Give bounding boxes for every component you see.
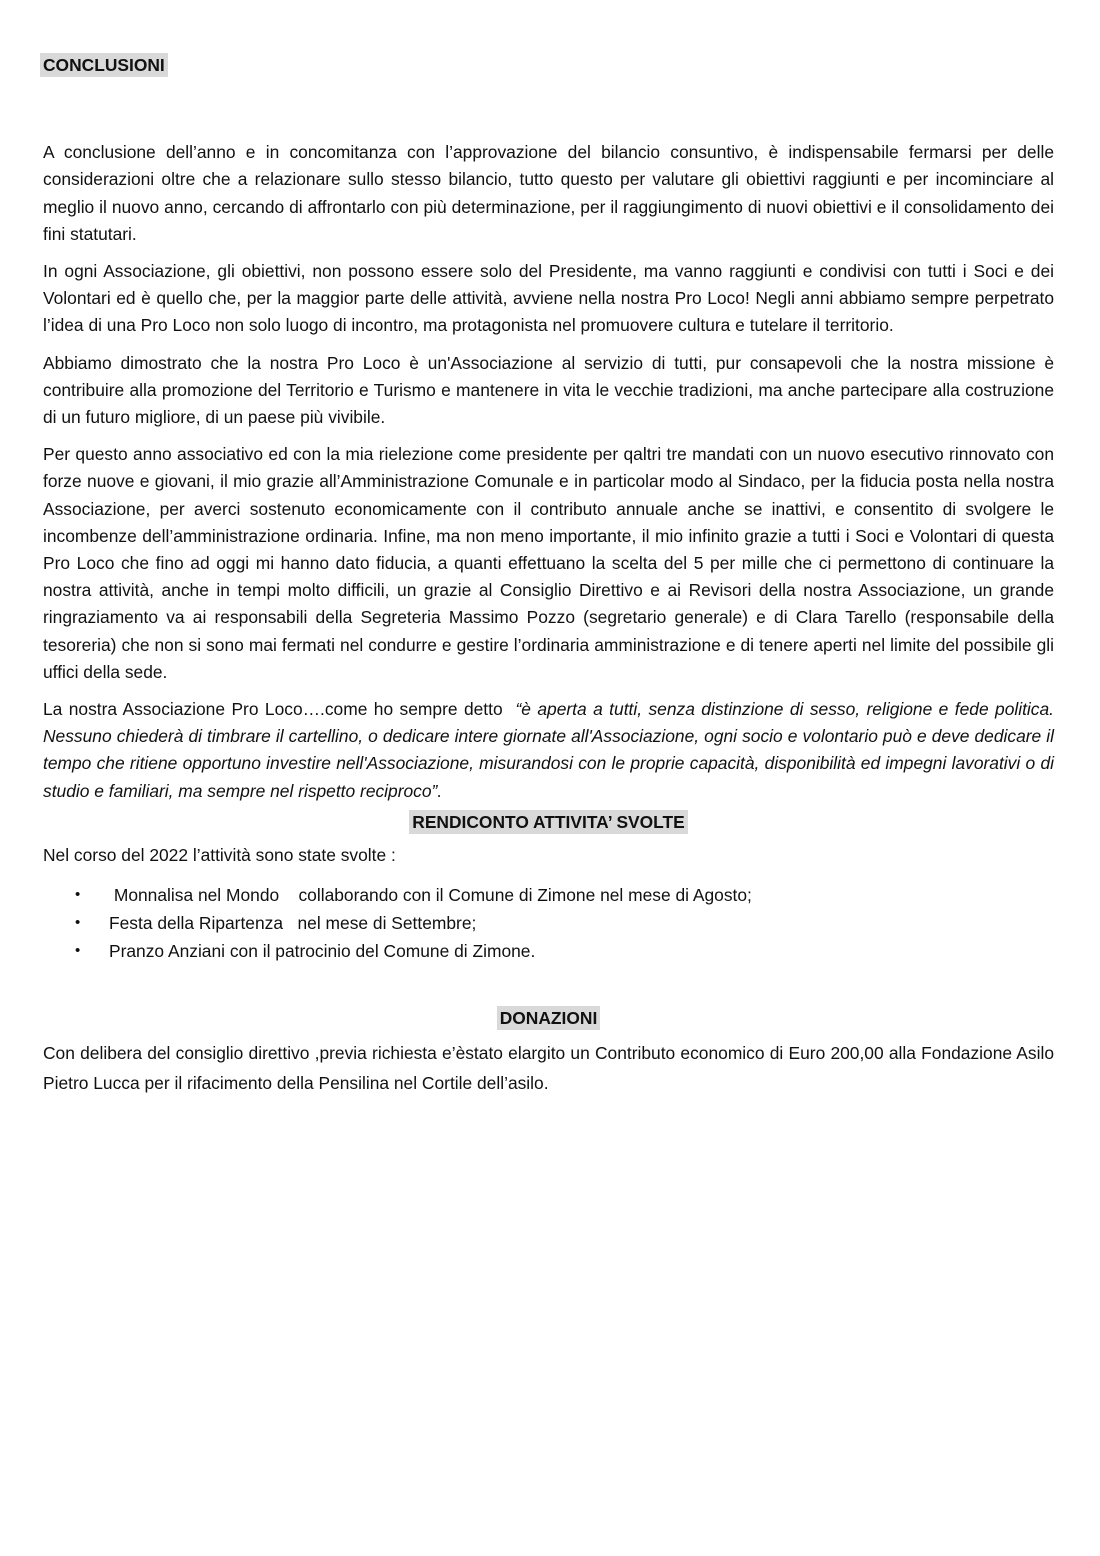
quote-intro: La nostra Associazione Pro Loco….come ho sempre detto (43, 699, 516, 720)
donazioni-heading-wrap (43, 1005, 1054, 1032)
conclusioni-paragraph-3: Abbiamo dimostrato che la nostra Pro Loco è un'Associazione al servizio di tutti, pur consapevoli che la nostra missione è contribuire alla promozione del Territorio e Turismo e mantenere in vita le vecchie tradizioni, ma anche partecipare alla costruzione di un futuro migliore, di un paese più vivibile. (43, 352, 1054, 428)
conclusioni-heading: CONCLUSIONI (40, 53, 168, 77)
conclusioni-paragraph-4: Per questo anno associativo ed con la mia rielezione come presidente per qaltri tre mandati con un nuovo esecutivo rinnovato con forze nuove e giovani, il mio grazie all’Amministrazione Comunale e in particolar modo al Sindaco, per la fiducia posta nella nostra Associazione, per averci sostenuto economicamente con il contributo annuale anche se inattivi, e consentito di svolgere le incombenze dell’amministrazione ordinaria. Infine, ma non meno importante, il mio infinito grazie a tutti i Soci e Volontari di questa Pro Loco che fino ad oggi mi hanno dato fiducia, a quanti effettuano la scelta del 5 per mille che ci permettono di continuare la nostra attività, anche in tempi molto difficili, un grazie al Consiglio Direttivo e ai Revisori della nostra Associazione, un grande ringraziamento va ai responsabili della Segreteria Massimo Pozzo (segretario generale) e di Clara Tarello (responsabile della tesoreria) che non si sono mai fermati nel condurre e gestire l’ordinaria amministrazione e di tenere aperti nel limite del possibile gli uffici della sede. (43, 444, 1054, 682)
rendiconto-heading: RENDICONTO ATTIVITA’ SVOLTE (409, 810, 687, 834)
bullet-icon: • (75, 914, 81, 932)
rendiconto-intro: Nel corso del 2022 l’attività sono state svolte : (43, 845, 396, 866)
list-item (43, 909, 1054, 937)
rendiconto-heading-wrap (43, 809, 1054, 836)
list-item (43, 937, 1054, 965)
document-page (43, 52, 1054, 1098)
quote-text: “è aperta a tutti, senza distinzione di sesso, religione e fede politica. Nessuno chiederà di timbrare il cartellino, o dedicare intere giornate all'Associazione, ogni socio e volontario può e deve dedicare il tempo che ritiene opportuno investire nell'Associazione, misurandosi con le proprie capacità, disponibilità ed impegni lavorativi o di studio e familiari, ma sempre nel rispetto reciproco”. (43, 699, 1054, 801)
list-item-text: Monnalisa nel Mondo collaborando con il Comune di Zimone nel mese di Agosto; (109, 885, 752, 906)
conclusioni-quote-paragraph (43, 696, 1054, 805)
activities-list (43, 881, 1054, 965)
bullet-icon: • (75, 886, 81, 904)
donazioni-heading: DONAZIONI (497, 1006, 601, 1030)
conclusioni-paragraph-2: In ogni Associazione, gli obiettivi, non possono essere solo del Presidente, ma vanno raggiunti e condivisi con tutti i Soci e dei Volontari ed è quello che, per la maggior parte delle attività, avviene nella nostra Pro Loco! Negli anni abbiamo sempre perpetrato l’idea di una Pro Loco non solo luogo di incontro, ma protagonista nel promuovere cultura e tutelare il territorio. (43, 261, 1054, 336)
list-item (43, 881, 1054, 909)
bullet-icon: • (75, 942, 81, 960)
conclusioni-section (43, 52, 1054, 805)
donazioni-paragraph: Con delibera del consiglio direttivo ,previa richiesta e’èstato elargito un Contributo economico di Euro 200,00 alla Fondazione Asilo Pietro Lucca per il rifacimento della Pensilina nel Cortile dell’asilo. (43, 1043, 1054, 1094)
list-item-text: Pranzo Anziani con il patrocinio del Comune di Zimone. (109, 941, 536, 962)
list-item-text: Festa della Ripartenza nel mese di Settembre; (109, 913, 477, 934)
conclusioni-paragraph-1: A conclusione dell’anno e in concomitanza con l’approvazione del bilancio consuntivo, è indispensabile fermarsi per delle considerazioni oltre che a relazionare sullo stesso bilancio, tutto questo per valutare gli obiettivi raggiunti e per incominciare al meglio il nuovo anno, cercando di affrontarlo con più determinazione, per il raggiungimento di nuovi obiettivi e il consolidamento dei fini statutari. (43, 142, 1054, 244)
